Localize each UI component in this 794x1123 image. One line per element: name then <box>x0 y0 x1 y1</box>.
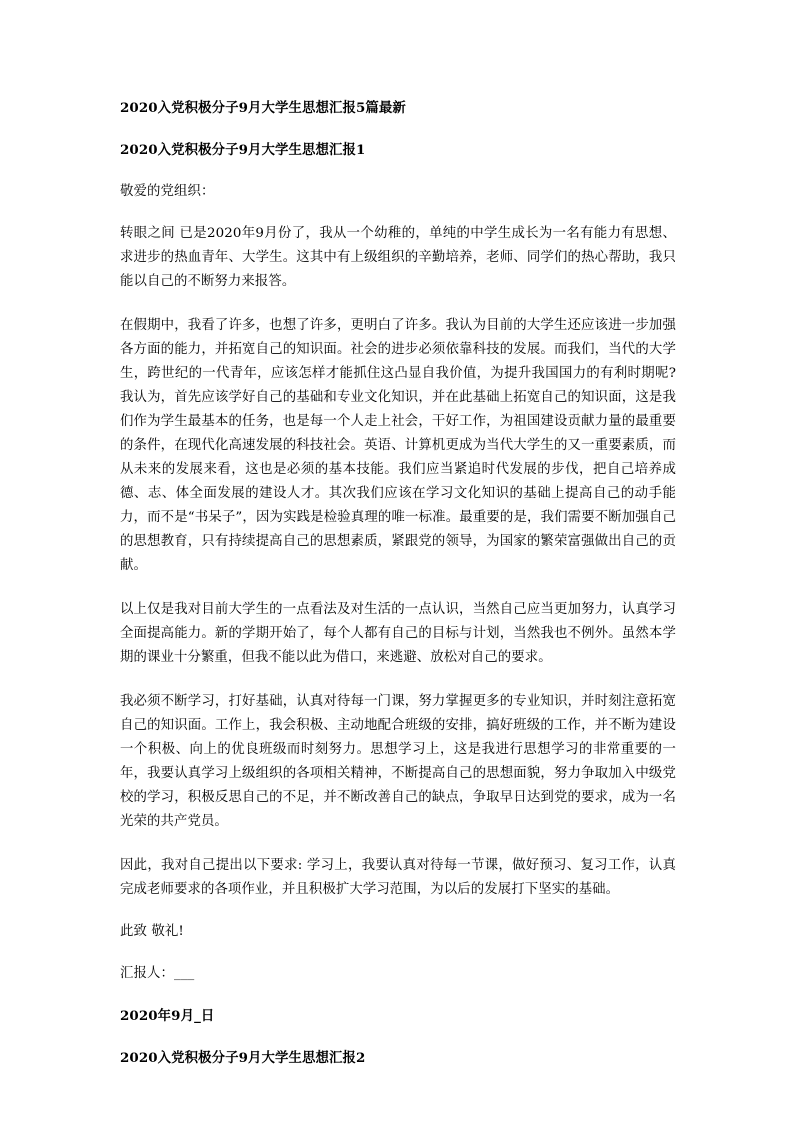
paragraph-3: 以上仅是我对目前大学生的一点看法及对生活的一点认识，当然自己应当更加努力，认真学习全面提高能力。新的学期开始了，每个人都有自己的目标与计划，当然我也不例外。虽然本学期的课业十分繁重，但我不能以此为借口，来逃避、放松对自己的要求。 <box>120 602 676 665</box>
section-title-1: 2020入党积极分子9月大学生思想汇报1 <box>120 142 366 158</box>
closing: 此致 敬礼! <box>120 924 184 939</box>
salutation: 敬爱的党组织： <box>120 184 215 199</box>
paragraph-4: 我必须不断学习，打好基础，认真对待每一门课，努力掌握更多的专业知识，并时刻注意拓宽自己的知识面。工作上，我会积极、主动地配合班级的安排，搞好班级的工作，并不断为建设一个积极、向上的优良班级而时刻努力。思想学习上，这是我进行思想学习的非常重要的一年，我要认真学习上级组织的各项相关精神，不断提高自己的思想面貌，努力争取加入中级党校的学习，积极反思自己的不足，并不断改善自己的缺点，争取早日达到党的要求，成为一名光荣的共产党员。 <box>120 694 676 829</box>
paragraph-1: 转眼之间 已是2020年9月份了，我从一个幼稚的，单纯的中学生成长为一名有能力有思想、求进步的热血青年、大学生。这其中有上级组织的辛勤培养，老师、同学们的热心帮助，我只能以自己的不断努力来报答。 <box>120 226 676 289</box>
paragraph-5: 因此，我对自己提出以下要求: 学习上，我要认真对待每一节课，做好预习、复习工作，认真完成老师要求的各项作业，并且积极扩大学习范围，为以后的发展打下坚实的基础。 <box>120 858 676 897</box>
main-title: 2020入党积极分子9月大学生思想汇报5篇最新 <box>120 100 406 116</box>
paragraph-2: 在假期中，我看了许多，也想了许多，更明白了许多。我认为目前的大学生还应该进一步加强各方面的能力，并拓宽自己的知识面。社会的进步必须依靠科技的发展。而我们，当代的大学生，跨世纪的一代青年，应该怎样才能抓住这凸显自我价值，为提升我国国力的有利时期呢?我认为，首先应该学好自己的基础和专业文化知识，并在此基础上拓宽自己的知识面，这是我们作为学生最基本的任务，也是每一个人走上社会，干好工作，为祖国建设贡献力量的最重要的条件，在现代化高速发展的科技社会。英语、计算机更成为当代大学生的又一重要素质，而从未来的发展来看，这也是必须的基本技能。我们应当紧追时代发展的步伐，把自己培养成德、志、体全面发展的建设人才。其次我们应该在学习文化知识的基础上提高自己的动手能力，而不是“书呆子”，因为实践是检验真理的唯一标准。最重要的是，我们需要不断加强自己的思想教育，只有持续提高自己的思想素质，紧跟党的领导，为国家的繁荣富强做出自己的贡献。 <box>120 318 676 573</box>
reporter-line: 汇报人：___ <box>120 966 195 981</box>
document-page <box>120 96 676 1070</box>
section-title-2: 2020入党积极分子9月大学生思想汇报2 <box>120 1050 366 1066</box>
date-line: 2020年9月_日 <box>120 1008 215 1024</box>
